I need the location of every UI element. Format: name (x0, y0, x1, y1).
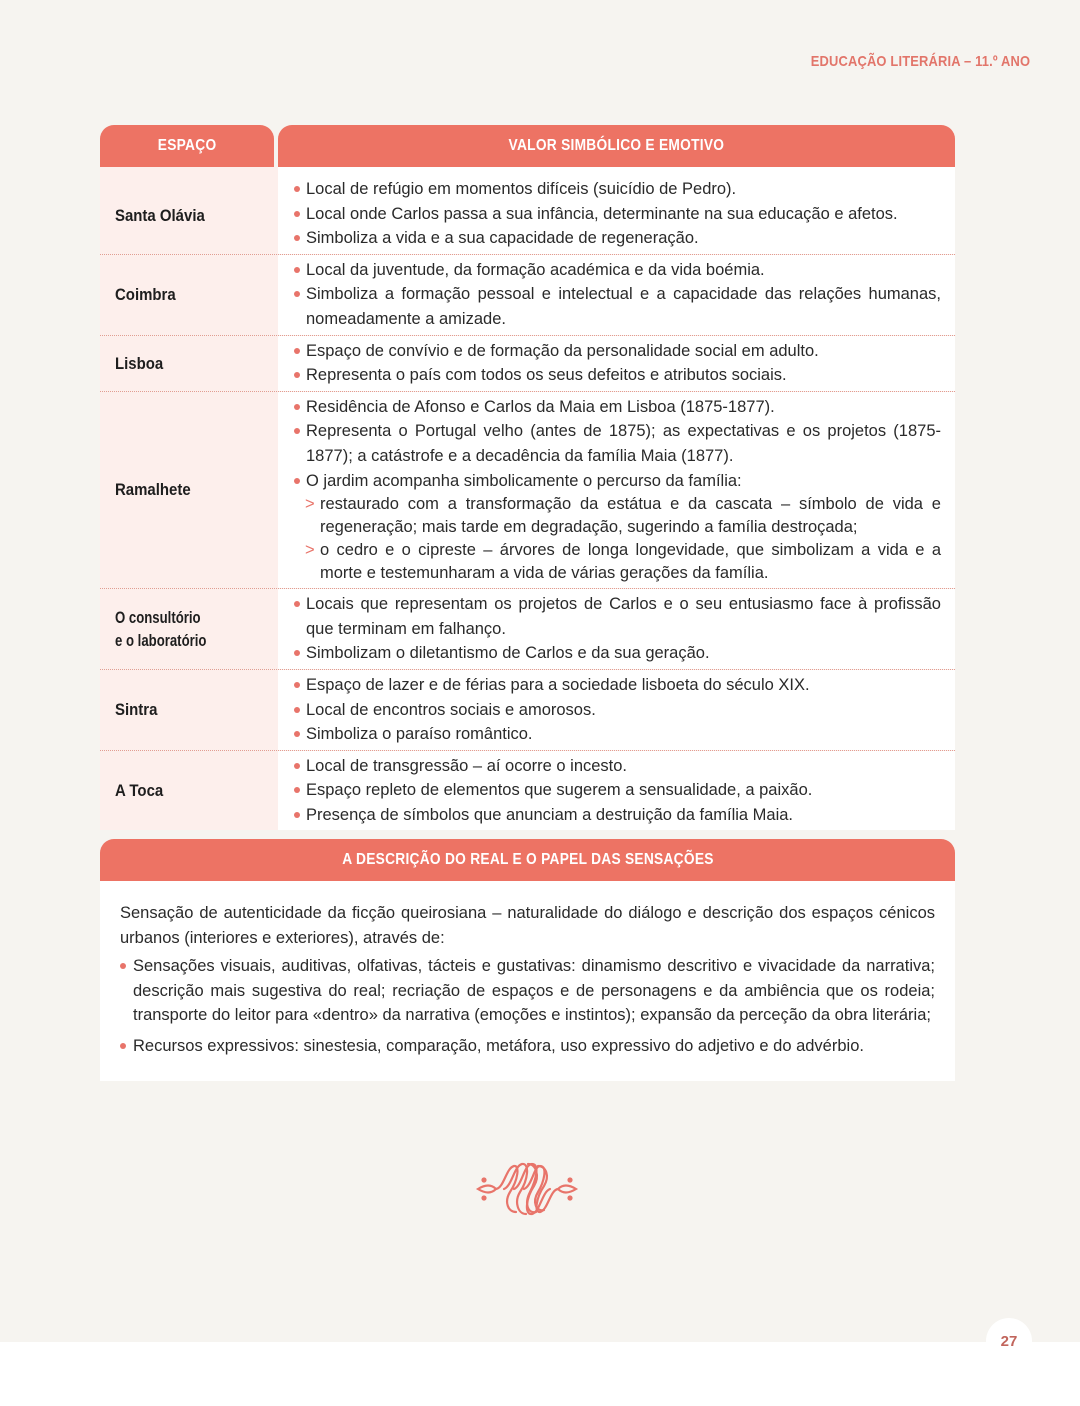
table-row (100, 589, 955, 670)
list-item: Espaço de lazer e de férias para a sociedade lisboeta do século XIX. (292, 673, 941, 698)
list-item: Locais que representam os projetos de Carlos e o seu entusiasmo face à profissão que terminam em falhanço. (292, 592, 941, 641)
list-item: Simboliza a formação pessoal e intelectual e a capacidade das relações humanas, nomeadamente a amizade. (292, 282, 941, 331)
space-cell: Lisboa (100, 336, 278, 391)
list-item: Presença de símbolos que anunciam a destruição da família Maia. (292, 803, 941, 828)
list-item: Espaço de convívio e de formação da personalidade social em adulto. (292, 339, 941, 364)
list-item: Representa o país com todos os seus defeitos e atributos sociais. (292, 363, 941, 388)
column-header-space: ESPAÇO (100, 125, 274, 167)
table-row (100, 670, 955, 751)
sub-list-item: > restaurado com a transformação da estátua e da cascata – símbolo de vida e regeneração; mais tarde em degradação, sugerindo a família destroçada; (305, 495, 941, 537)
list-item: Local da juventude, da formação académica e da vida boémia. (292, 258, 941, 283)
value-cell (278, 751, 955, 831)
list-item: Residência de Afonso e Carlos da Maia em Lisboa (1875-1877). (292, 395, 941, 420)
page-number: 27 (986, 1318, 1032, 1364)
list-item: Simbolizam o diletantismo de Carlos e da sua geração. (292, 641, 941, 666)
column-header-symbolic-value: VALOR SIMBÓLICO E EMOTIVO (278, 125, 955, 167)
page-footer-band (0, 1342, 1080, 1406)
list-item: O jardim acompanha simbolicamente o percurso da família: (292, 469, 941, 494)
space-cell: Ramalhete (100, 392, 278, 588)
value-cell (278, 336, 955, 391)
list-item: Simboliza o paraíso romântico. (292, 722, 941, 747)
list-item: Local de encontros sociais e amorosos. (292, 698, 941, 723)
list-item: Local de transgressão – aí ocorre o incesto. (292, 754, 941, 779)
list-item: Representa o Portugal velho (antes de 1875); as expectativas e os projetos (1875-1877); a catástrofe e a decadência da família Maia (1877). (292, 419, 941, 468)
value-cell (278, 167, 955, 254)
section-body (100, 881, 955, 1081)
spaces-table (100, 125, 955, 830)
space-cell: Coimbra (100, 255, 278, 335)
table-row (100, 751, 955, 831)
chevron-right-icon: > (305, 495, 315, 514)
chevron-right-icon: > (305, 541, 315, 560)
sub-list-item: > o cedro e o cipreste – árvores de longa longevidade, que simbolizam a vida e a morte e testemunharam a vida de várias gerações da família. (305, 541, 941, 583)
list-item: Recursos expressivos: sinestesia, comparação, metáfora, uso expressivo do adjetivo e do advérbio. (120, 1034, 935, 1059)
section-intro: Sensação de autenticidade da ficção queirosiana – naturalidade do diálogo e descrição dos espaços cénicos urbanos (interiores e exteriores), através de: (120, 904, 935, 947)
value-cell (278, 589, 955, 669)
table-row (100, 336, 955, 392)
description-section (100, 839, 955, 1081)
table-row (100, 255, 955, 336)
list-item: Local onde Carlos passa a sua infância, determinante na sua educação e afetos. (292, 202, 941, 227)
list-item: Espaço repleto de elementos que sugerem a sensualidade, a paixão. (292, 778, 941, 803)
list-item: Sensações visuais, auditivas, olfativas, tácteis e gustativas: dinamismo descritivo e vivacidade da narrativa; descrição mais sugestiva do real; recriação de espaços e de personagens e da ambiência que os rodeia; transporte do leitor para «dentro» da narrativa (emoções e instintos); expansão da perceção da obra literária; (120, 954, 935, 1028)
space-cell: O consultório e o laboratório (100, 589, 278, 669)
section-title: A DESCRIÇÃO DO REAL E O PAPEL DAS SENSAÇÕES (100, 839, 955, 881)
table-header (100, 125, 955, 167)
table-row (100, 167, 955, 255)
space-cell: A Toca (100, 751, 278, 831)
space-cell: Sintra (100, 670, 278, 750)
value-cell (278, 392, 955, 588)
value-cell (278, 670, 955, 750)
flourish-ornament-icon (474, 1158, 580, 1220)
table-row (100, 392, 955, 589)
value-cell (278, 255, 955, 335)
list-item: Local de refúgio em momentos difíceis (suicídio de Pedro). (292, 177, 941, 202)
list-item: Simboliza a vida e a sua capacidade de regeneração. (292, 226, 941, 251)
space-cell: Santa Olávia (100, 167, 278, 254)
running-header: EDUCAÇÃO LITERÁRIA – 11.º ANO (810, 53, 1030, 70)
